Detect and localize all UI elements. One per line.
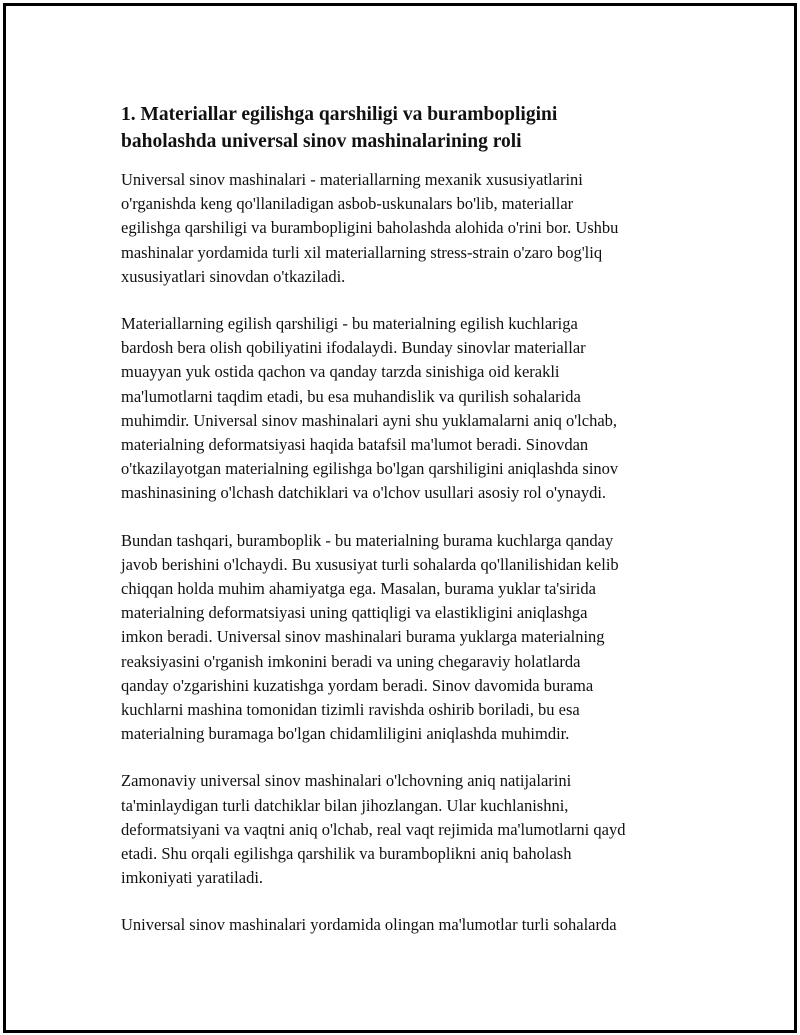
text-line: mashinasining o'lchash datchiklari va o'lchov usullari asosiy rol o'ynaydi. xyxy=(121,483,607,503)
text-line: deformatsiyani va vaqtni aniq o'lchab, real vaqt rejimida ma'lumotlarni qayd xyxy=(121,819,626,839)
text-line: materialning deformatsiyasi uning qattiqligi va elastikligini aniqlashga xyxy=(121,603,588,623)
text-line: materialning deformatsiyasi haqida batafsil ma'lumot beradi. Sinovdan xyxy=(121,435,589,455)
text-line: Materiallarning egilish qarshiligi - bu materialning egilish kuchlariga xyxy=(121,314,578,334)
text-line: materialning buramaga bo'lgan chidamliligini aniqlashda muhimdir. xyxy=(121,724,570,744)
text-line: mashinalar yordamida turli xil materiallarning stress-strain o'zaro bog'liq xyxy=(121,242,603,262)
text-line: muayyan yuk ostida qachon va qanday tarzda sinishiga oid kerakli xyxy=(121,362,560,382)
text-line: kuchlarni mashina tomonidan tizimli ravishda oshirib boriladi, bu esa xyxy=(121,700,580,720)
text-line: etadi. Shu orqali egilishga qarshilik va buramboplikni aniq baholash xyxy=(121,844,572,864)
heading-line: baholashda universal sinov mashinalarining roli xyxy=(121,131,522,152)
text-line: xususiyatlari sinovdan o'tkaziladi. xyxy=(121,266,346,286)
text-line: ma'lumotlarni taqdim etadi, bu esa muhandislik va qurilish sohalarida xyxy=(121,386,581,406)
text-line: javob berishini o'lchaydi. Bu xususiyat turli sohalarda qo'llanilishidan kelib xyxy=(121,554,619,574)
paragraph-5 xyxy=(121,913,691,937)
paragraph-4 xyxy=(121,769,691,890)
text-line: Universal sinov mashinalari - materiallarning mexanik xususiyatlarini xyxy=(121,170,583,189)
paragraph-2 xyxy=(121,312,691,506)
text-line: Universal sinov mashinalari yordamida olingan ma'lumotlar turli sohalarda xyxy=(121,915,617,935)
heading-line: 1. Materiallar egilishga qarshiligi va burambopligini xyxy=(121,104,558,125)
text-line: chiqqan holda muhim ahamiyatga ega. Masalan, burama yuklar ta'sirida xyxy=(121,579,596,599)
text-line: Bundan tashqari, buramboplik - bu materialning burama kuchlarga qanday xyxy=(121,530,614,550)
page-frame xyxy=(3,3,797,1033)
text-line: Zamonaviy universal sinov mashinalari o'lchovning aniq natijalarini xyxy=(121,771,572,791)
text-line: muhimdir. Universal sinov mashinalari ayni shu yuklamalarni aniq o'lchab, xyxy=(121,410,618,430)
paragraph-1 xyxy=(121,168,691,289)
text-line: imkoniyati yaratiladi. xyxy=(121,868,264,888)
text-line: reaksiyasini o'rganish imkonini beradi va uning chegaraviy holatlarda xyxy=(121,651,581,671)
section-heading xyxy=(121,101,691,155)
text-line: imkon beradi. Universal sinov mashinalari burama yuklarga materialning xyxy=(121,627,605,647)
paragraph-3 xyxy=(121,529,691,747)
text-line: egilishga qarshiligi va burambopligini baholashda alohida o'rini bor. Ushbu xyxy=(121,218,619,238)
text-line: ta'minlaydigan turli datchiklar bilan jihozlangan. Ular kuchlanishni, xyxy=(121,795,569,815)
text-line: qanday o'zgarishini kuzatishga yordam beradi. Sinov davomida burama xyxy=(121,675,594,695)
text-line: bardosh bera olish qobiliyatini ifodalaydi. Bunday sinovlar materiallar xyxy=(121,338,586,358)
text-line: o'tkazilayotgan materialning egilishga bo'lgan qarshiligini aniqlashda sinov xyxy=(121,459,619,479)
text-line: o'rganishda keng qo'llaniladigan asbob-uskunalars bo'lib, materiallar xyxy=(121,194,574,214)
document-body xyxy=(121,101,691,961)
